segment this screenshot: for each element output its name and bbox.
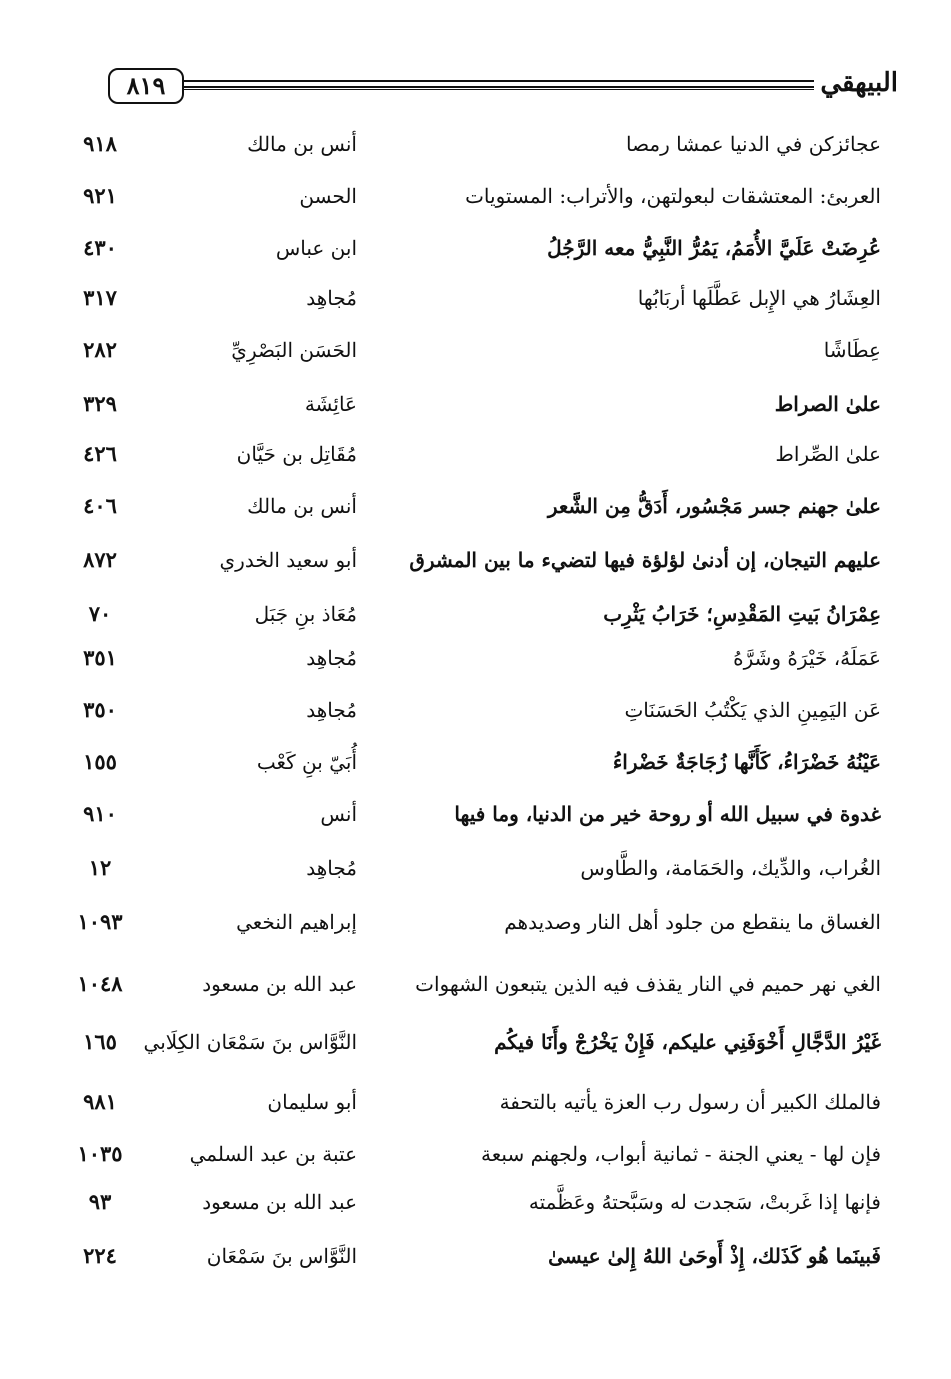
table-row (0, 1180, 951, 1224)
hadith-text: علىٰ الصراط (774, 392, 881, 416)
hadith-text: الغُراب، والدِّيك، والحَمَامة، والطَّاوس (580, 856, 881, 880)
hadith-text: فالملك الكبير أن رسول رب العزة يأتيه بالتحفة (499, 1090, 881, 1114)
hadith-text: العِشَارُ هي الإِبل عَطَّلَها أربَابُها (637, 286, 881, 310)
narrator-name: أنس (320, 802, 357, 826)
table-row (0, 1234, 951, 1278)
narrator-name: النَّوَّاس بنَ سَمْعَان الكِلَابي (143, 1030, 357, 1054)
hadith-text: غَيْرُ الدَّجَّالِ أَخْوَفَنِي عليكم، فَإِنْ يَخْرُجْ وأَنَا فيكُم (494, 1030, 881, 1054)
book-title: البيهقي (814, 62, 898, 104)
hadith-text: فَبينَما هُو كَذَلك، إِذْ أَوحَىٰ اللهُ إِلىٰ عيسىٰ (548, 1244, 881, 1268)
hadith-text: علىٰ جهنم جسر مَجْسُور، أَدَقُّ مِن الشَّعر (547, 494, 881, 518)
hadith-text: عليهم التيجان، إن أدنىٰ لؤلؤة فيها لتضيء ما بين المشرق (409, 548, 881, 572)
hadith-number: ٤٢٦ (83, 441, 117, 466)
narrator-name: عبد الله بن مسعود (202, 972, 357, 996)
table-row (0, 740, 951, 784)
hadith-number: ٣١٧ (83, 285, 117, 310)
hadith-number: ٢٨٢ (83, 337, 117, 362)
table-row (0, 962, 951, 1006)
table-row (0, 1080, 951, 1124)
hadith-text: عَمَلَهُ، خَيْرَهُ وشَرَّهُ (733, 646, 881, 670)
table-row (0, 636, 951, 680)
table-row (0, 276, 951, 320)
page-number: ٨١٩ (108, 68, 184, 104)
narrator-name: مُعَاذ بنِ جَبَل (254, 602, 357, 626)
table-row (0, 900, 951, 944)
hadith-text: فإن لها - يعني الجنة - ثمانية أبواب، ولجهنم سبعة (481, 1142, 881, 1166)
table-row (0, 688, 951, 732)
narrator-name: مُجاهِد (306, 856, 357, 880)
narrator-name: الحَسَن البَصْرِيِّ (231, 338, 357, 362)
narrator-name: أنس بن مالك (247, 132, 357, 156)
table-row (0, 592, 951, 636)
table-row (0, 174, 951, 218)
hadith-text: عُرِضَتْ عَلَيَّ الأُمَمُ، يَمُرُّ النَّبِيُّ معه الرَّجُلُ (547, 236, 881, 260)
narrator-name: إبراهيم النخعي (236, 910, 357, 934)
hadith-number: ٢٢٤ (83, 1243, 117, 1268)
hadith-number: ٩٢١ (83, 183, 117, 208)
hadith-number: ٤٠٦ (83, 493, 117, 518)
table-row (0, 432, 951, 476)
hadith-number: ١٠٤٨ (77, 971, 123, 996)
table-row (0, 122, 951, 166)
hadith-number: ٧٠ (88, 601, 112, 626)
narrator-name: أنس بن مالك (247, 494, 357, 518)
hadith-text: غدوة في سبيل الله أو روحة خير من الدنيا، وما فيها (454, 802, 881, 826)
table-row (0, 538, 951, 582)
hadith-text: الغي نهر حميم في النار يقذف فيه الذين يتبعون الشهوات (415, 972, 881, 996)
narrator-name: أبو سليمان (267, 1090, 357, 1114)
narrator-name: أبو سعيد الخدري (219, 548, 357, 572)
hadith-text: علىٰ الصِّراط (775, 442, 881, 466)
hadith-number: ٩١٠ (83, 801, 117, 826)
hadith-text: العربئ: المعتشقات لبعولتهن، والأتراب: المستويات (465, 184, 881, 208)
narrator-name: النَّوَّاس بنَ سَمْعَان (206, 1244, 357, 1268)
narrator-name: مُجاهِد (306, 698, 357, 722)
table-row (0, 846, 951, 890)
table-row (0, 484, 951, 528)
narrator-name: عتبة بن عبد السلمي (189, 1142, 357, 1166)
hadith-number: ٩١٨ (83, 131, 117, 156)
hadith-number: ٨٧٢ (83, 547, 117, 572)
hadith-text: عَيْنُهُ خَضْرَاءُ، كَأَنَّها زُجَاجَةٌ خَضْراءُ (612, 750, 881, 774)
table-row (0, 792, 951, 836)
narrator-name: عبد الله بن مسعود (202, 1190, 357, 1214)
hadith-number: ٩٣ (88, 1189, 112, 1214)
hadith-number: ٤٣٠ (83, 235, 117, 260)
narrator-name: عَائِشَة (304, 392, 357, 416)
table-row (0, 382, 951, 426)
hadith-number: ٩٨١ (83, 1089, 117, 1114)
narrator-name: مُقَاتِل بن حَيَّان (236, 442, 357, 466)
hadith-number: ١٠٩٣ (77, 909, 123, 934)
hadith-text: عجائزكن في الدنيا عمشا رمصا (625, 132, 881, 156)
table-row (0, 328, 951, 372)
hadith-text: عِطَاشًا (823, 338, 881, 362)
narrator-name: مُجاهِد (306, 286, 357, 310)
hadith-number: ١٠٣٥ (77, 1141, 123, 1166)
hadith-number: ٣٢٩ (83, 391, 117, 416)
hadith-number: ١٥٥ (83, 749, 117, 774)
table-row (0, 226, 951, 270)
hadith-text: الغساق ما ينقطع من جلود أهل النار وصديدهم (504, 910, 881, 934)
hadith-text: عَن اليَمِينِ الذي يَكْتُبُ الحَسَنَاتِ (624, 698, 881, 722)
hadith-number: ١٢ (88, 855, 112, 880)
narrator-name: ابن عباس (275, 236, 357, 260)
narrator-name: مُجاهِد (306, 646, 357, 670)
hadith-number: ١٦٥ (83, 1029, 117, 1054)
hadith-number: ٣٥٠ (83, 697, 117, 722)
table-row (0, 1020, 951, 1064)
table-row (0, 1132, 951, 1176)
hadith-text: عِمْرَانُ بَيتِ المَقْدِسِ؛ خَرَابُ يَثْرِب (603, 602, 881, 626)
narrator-name: الحسن (299, 184, 357, 208)
hadith-text: فإنها إذا غَربتْ، سَجدت له وسَبَّحتهُ وعَظَّمته (528, 1190, 881, 1214)
narrator-name: أُبَيّ بنِ كَعْب (256, 750, 357, 774)
hadith-number: ٣٥١ (83, 645, 117, 670)
